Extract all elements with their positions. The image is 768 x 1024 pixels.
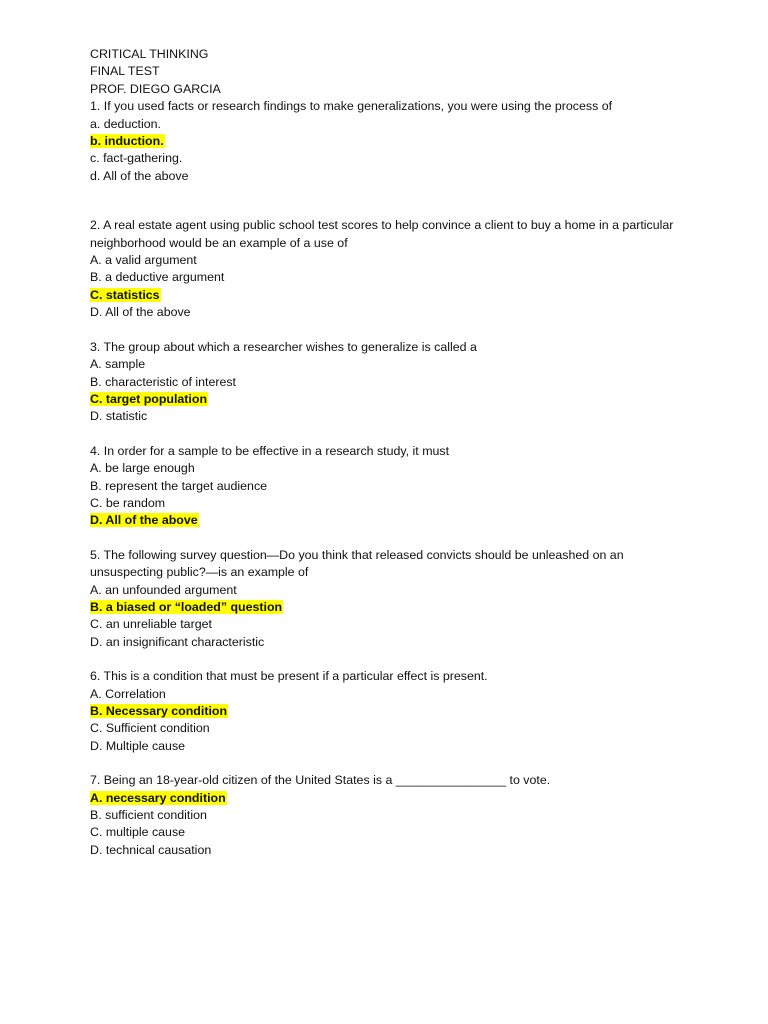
option: d. All of the above <box>90 168 189 183</box>
question-text: 4. In order for a sample to be effective in a research study, it must <box>90 443 450 458</box>
question-text: 3. The group about which a researcher wishes to generalize is called a <box>90 339 477 354</box>
option: B. represent the target audience <box>90 478 268 493</box>
option: C. multiple cause <box>90 825 186 840</box>
correct-option <box>90 790 690 807</box>
answer-highlight: b. induction. <box>90 134 164 149</box>
option: B. characteristic of interest <box>90 374 236 389</box>
correct-option <box>90 391 690 408</box>
test-title: FINAL TEST <box>90 64 160 79</box>
course-title: CRITICAL THINKING <box>90 47 209 61</box>
answer-highlight: D. All of the above <box>90 513 198 528</box>
question-1 <box>90 98 690 185</box>
option: D. technical causation <box>90 842 212 857</box>
question-6 <box>90 668 690 755</box>
professor-name: PROF. DIEGO GARCIA <box>90 81 221 96</box>
option: c. fact-gathering. <box>90 151 183 166</box>
option: a. deduction. <box>90 116 161 131</box>
option: C. Sufficient condition <box>90 721 210 736</box>
option: D. Multiple cause <box>90 738 186 753</box>
question-text: 2. A real estate agent using public school test scores to help convince a client to buy a home in a particular neighborhood would be an example of a use of <box>90 218 674 250</box>
answer-highlight: C. target population <box>90 391 208 406</box>
correct-option <box>90 133 690 150</box>
option: A. an unfounded argument <box>90 582 237 597</box>
correct-option <box>90 599 690 616</box>
answer-highlight: B. a biased or “loaded” question <box>90 599 283 614</box>
correct-option <box>90 287 690 304</box>
answer-highlight: C. statistics <box>90 287 160 302</box>
option: B. a deductive argument <box>90 270 225 285</box>
test-document <box>90 46 690 859</box>
question-text: 7. Being an 18-year-old citizen of the United States is a ________________ to vote. <box>90 773 551 788</box>
question-text: 1. If you used facts or research findings to make generalizations, you were using the process of <box>90 99 613 114</box>
option: D. an insignificant characteristic <box>90 634 265 649</box>
question-5 <box>90 547 690 651</box>
option: B. sufficient condition <box>90 808 207 823</box>
option: A. be large enough <box>90 461 195 476</box>
question-2 <box>90 217 690 321</box>
answer-highlight: A. necessary condition <box>90 790 226 805</box>
option: A. a valid argument <box>90 253 197 268</box>
option: D. statistic <box>90 409 148 424</box>
question-4 <box>90 443 690 530</box>
option: C. an unreliable target <box>90 617 212 632</box>
option: D. All of the above <box>90 305 191 320</box>
option: C. be random <box>90 495 166 510</box>
correct-option <box>90 703 690 720</box>
option: A. sample <box>90 357 146 372</box>
option: A. Correlation <box>90 686 166 701</box>
question-3 <box>90 339 690 426</box>
correct-option <box>90 512 690 529</box>
question-text: 5. The following survey question—Do you think that released convicts should be unleashed on an unsuspecting public?—is an example of <box>90 547 624 580</box>
question-text: 6. This is a condition that must be present if a particular effect is present. <box>90 669 488 684</box>
answer-highlight: B. Necessary condition <box>90 704 228 718</box>
question-7 <box>90 772 690 859</box>
